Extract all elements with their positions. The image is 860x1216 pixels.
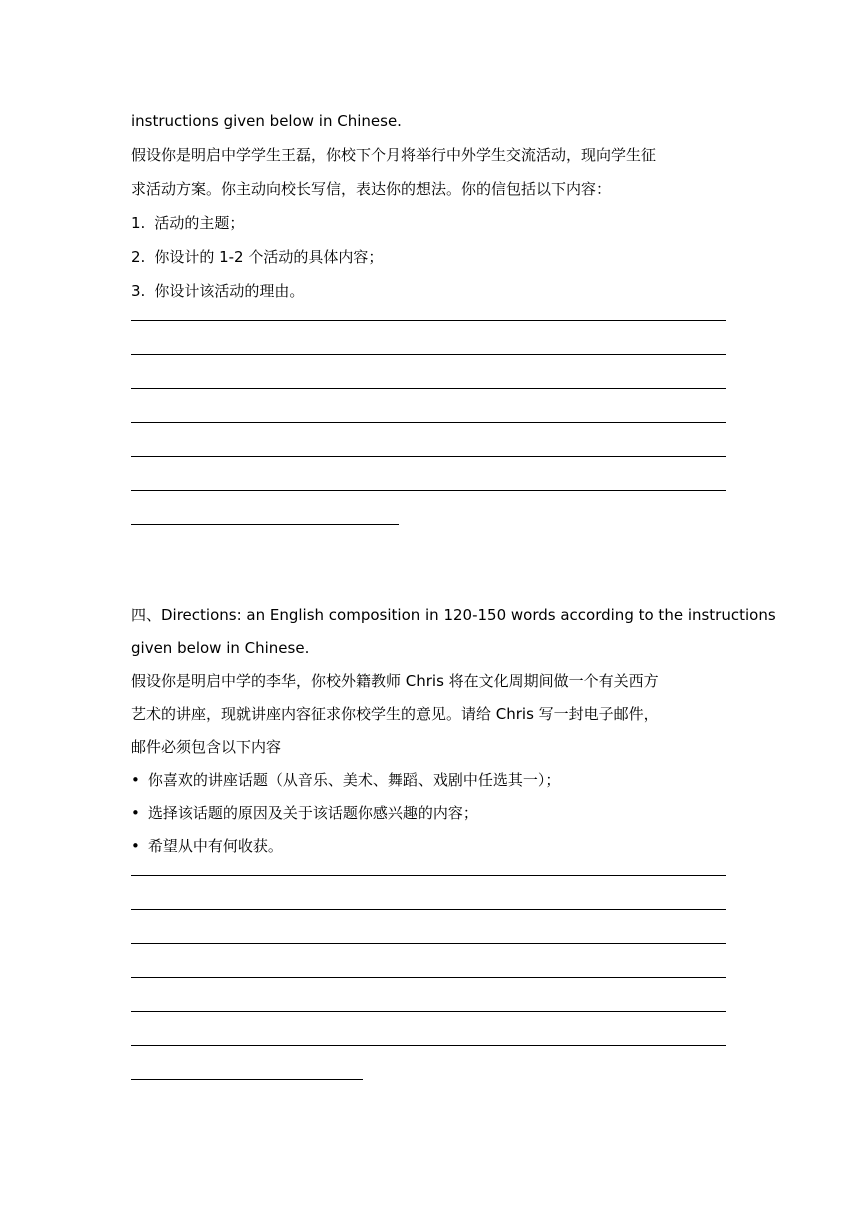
section4-bullet-2: • 选择该话题的原因及关于该话题你感兴趣的内容； bbox=[131, 804, 478, 822]
answer-line[interactable] bbox=[131, 943, 726, 944]
section4-prompt-line-1: 假设你是明启中学的李华，你校外籍教师 Chris 将在文化周期间做一个有关西方 bbox=[131, 672, 659, 690]
answer-line[interactable] bbox=[131, 977, 726, 978]
bullet-icon: • bbox=[131, 804, 140, 822]
bullet-icon: • bbox=[131, 837, 140, 855]
bullet-icon: • bbox=[131, 771, 140, 789]
section4-answer-lines[interactable] bbox=[131, 875, 731, 1080]
answer-line[interactable] bbox=[131, 875, 726, 876]
section3-prompt-line-1: 假设你是明启中学学生王磊，你校下个月将举行中外学生交流活动，现向学生征 bbox=[131, 146, 657, 164]
section3-item-2: 2. 你设计的 1-2 个活动的具体内容； bbox=[131, 248, 384, 266]
section3-item-1: 1. 活动的主题； bbox=[131, 214, 245, 232]
exam-page bbox=[131, 104, 776, 1113]
section3-answer-lines[interactable] bbox=[131, 320, 731, 525]
section4-prompt-line-3: 邮件必须包含以下内容 bbox=[131, 738, 282, 756]
answer-line[interactable] bbox=[131, 490, 726, 491]
section3-prompt-line-2: 求活动方案。你主动向校长写信，表达你的想法。你的信包括以下内容： bbox=[131, 180, 612, 198]
answer-line[interactable] bbox=[131, 1011, 726, 1012]
answer-line[interactable] bbox=[131, 320, 726, 321]
answer-line[interactable] bbox=[131, 422, 726, 423]
answer-line[interactable] bbox=[131, 354, 726, 355]
section3-intro-tail: instructions given below in Chinese. bbox=[131, 112, 402, 130]
section4-heading-line-2: given below in Chinese. bbox=[131, 639, 310, 657]
section4-heading-line-1: 四、Directions: an English composition in 120-150 words according to the instructions bbox=[131, 606, 776, 624]
section4-bullet-3: • 希望从中有何收获。 bbox=[131, 837, 283, 855]
section4-prompt-line-2: 艺术的讲座，现就讲座内容征求你校学生的意见。请给 Chris 写一封电子邮件， bbox=[131, 705, 659, 723]
answer-line[interactable] bbox=[131, 388, 726, 389]
section-gap bbox=[131, 558, 731, 598]
answer-line[interactable] bbox=[131, 1045, 726, 1046]
answer-line[interactable] bbox=[131, 909, 726, 910]
section3-item-3: 3. 你设计该活动的理由。 bbox=[131, 282, 305, 300]
answer-line[interactable] bbox=[131, 456, 726, 457]
answer-line[interactable] bbox=[131, 524, 399, 525]
section4-bullet-1: • 你喜欢的讲座话题（从音乐、美术、舞蹈、戏剧中任选其一）； bbox=[131, 771, 561, 789]
answer-line[interactable] bbox=[131, 1079, 363, 1080]
